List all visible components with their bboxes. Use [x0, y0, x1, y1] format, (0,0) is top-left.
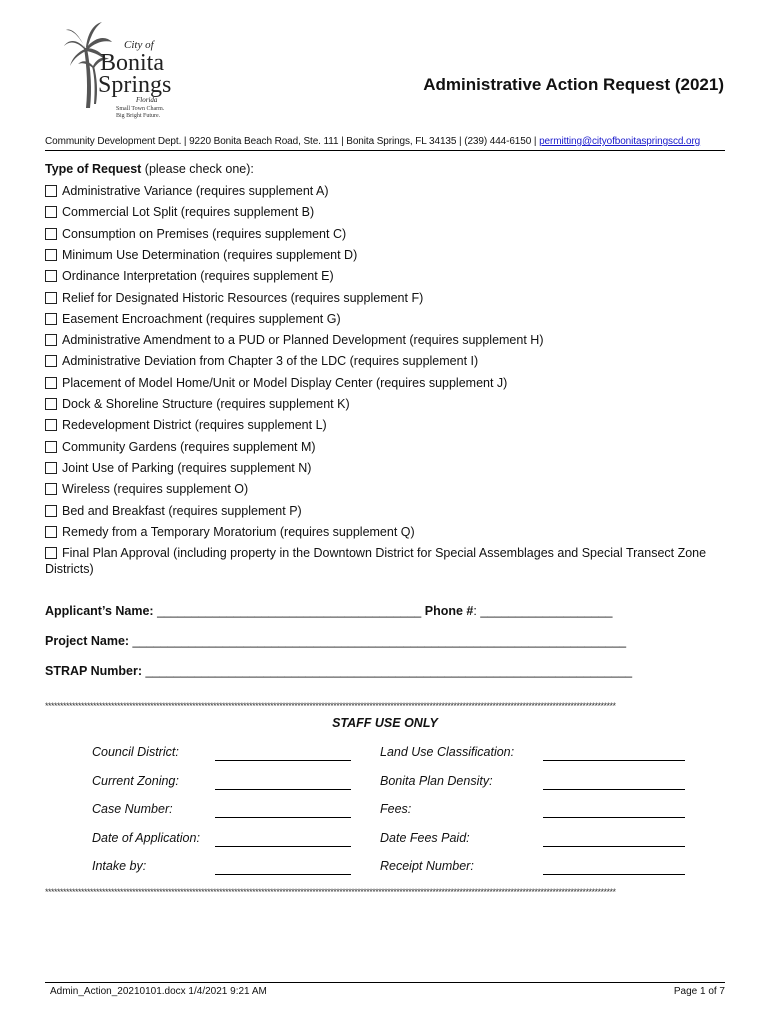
request-option — [45, 311, 725, 327]
request-option — [45, 247, 725, 263]
option-checkbox[interactable] — [45, 270, 57, 282]
strap-number-label: STRAP Number: — [45, 664, 143, 678]
staff-right-field[interactable] — [543, 874, 685, 875]
option-label: Final Plan Approval (including property in the Downtown District for Special Assemblages and Special Transect Zone Districts) — [45, 546, 707, 577]
staff-right-field[interactable] — [543, 846, 685, 847]
contact-text: Community Development Dept. | 9220 Bonita Beach Road, Ste. 111 | Bonita Springs, FL 34135 | (239) 444-6150 | — [45, 136, 540, 147]
request-type-heading-note: (please check one): — [141, 162, 254, 176]
staff-right-field[interactable] — [543, 760, 685, 761]
request-type-heading-bold: Type of Request — [45, 162, 142, 176]
option-label: Easement Encroachment (requires supplement G) — [62, 311, 341, 326]
strap-number-row — [45, 664, 632, 678]
option-label: Joint Use of Parking (requires supplement N) — [62, 460, 312, 475]
option-label: Commercial Lot Split (requires supplement B) — [62, 205, 315, 220]
request-option — [45, 226, 725, 242]
staff-right-label: Land Use Classification: — [380, 745, 515, 759]
footer-page-number: Page 1 of 7 — [673, 986, 725, 997]
staff-left-field[interactable] — [215, 817, 351, 818]
logo-tagline-2: Big Bright Future. — [116, 113, 161, 119]
staff-right-label: Bonita Plan Density: — [380, 773, 493, 788]
request-option — [45, 503, 725, 519]
option-checkbox[interactable] — [45, 334, 57, 346]
option-label: Remedy from a Temporary Moratorium (requires supplement Q) — [62, 524, 415, 539]
request-option — [45, 375, 725, 391]
project-name-row — [45, 634, 626, 648]
option-checkbox[interactable] — [45, 398, 57, 410]
staff-left-label: Council District: — [92, 745, 179, 759]
request-option — [45, 545, 725, 577]
project-name-label: Project Name: — [45, 634, 130, 648]
request-option — [45, 332, 725, 348]
staff-left-label: Date of Application: — [92, 830, 200, 845]
option-label: Community Gardens (requires supplement M) — [62, 439, 316, 454]
logo-text-bonita: Bonita — [100, 50, 164, 76]
staff-right-field[interactable] — [543, 789, 685, 790]
request-option — [45, 417, 725, 433]
request-option — [45, 204, 725, 220]
staff-left-field[interactable] — [215, 789, 351, 790]
option-label: Dock & Shoreline Structure (requires supplement K) — [62, 397, 350, 411]
request-option — [45, 290, 725, 306]
request-option — [45, 396, 725, 412]
option-checkbox[interactable] — [45, 462, 57, 474]
applicant-name-row — [45, 604, 612, 618]
staff-left-label: Case Number: — [92, 802, 173, 816]
option-checkbox[interactable] — [45, 441, 57, 453]
staff-left-field[interactable] — [215, 846, 351, 847]
logo-tagline-1: Small Town Charm. — [116, 106, 165, 112]
applicant-name-label: Applicant’s Name: — [45, 604, 154, 618]
option-checkbox[interactable] — [45, 228, 57, 240]
option-label: Minimum Use Determination (requires supplement D) — [62, 247, 358, 262]
option-label: Ordinance Interpretation (requires supplement E) — [62, 269, 334, 284]
page-title: Administrative Action Request (2021) — [423, 75, 724, 94]
logo-text-florida: Florida — [136, 96, 158, 104]
request-option — [45, 460, 725, 476]
contact-info — [45, 136, 725, 147]
option-checkbox[interactable] — [45, 483, 57, 495]
option-checkbox[interactable] — [45, 377, 57, 389]
option-label: Administrative Amendment to a PUD or Planned Development (requires supplement H) — [62, 333, 544, 348]
option-checkbox[interactable] — [45, 526, 57, 538]
footer-filename: Admin_Action_20210101.docx 1/4/2021 9:21 AM — [50, 986, 267, 997]
staff-use-title: STAFF USE ONLY — [332, 716, 438, 730]
option-label: Relief for Designated Historic Resources (requires supplement F) — [62, 290, 424, 305]
project-name-field[interactable]: _______________________________________________________________________ — [132, 634, 627, 648]
option-checkbox[interactable] — [45, 419, 57, 431]
staff-left-label: Current Zoning: — [92, 773, 179, 788]
request-option — [45, 353, 725, 369]
request-option — [45, 268, 725, 284]
option-label: Wireless (requires supplement O) — [62, 482, 249, 497]
separator-bottom: ********************************************************************************************************************************************************************************************** — [45, 887, 616, 897]
strap-number-field[interactable]: ______________________________________________________________________ — [145, 664, 633, 678]
option-checkbox[interactable] — [45, 206, 57, 218]
phone-field[interactable]: ___________________ — [480, 604, 613, 618]
option-label: Consumption on Premises (requires supplement C) — [62, 226, 347, 241]
logo-text-city-of: City of — [124, 39, 154, 51]
staff-left-field[interactable] — [215, 874, 351, 875]
city-logo — [64, 18, 184, 122]
option-label: Redevelopment District (requires supplement L) — [62, 418, 327, 433]
option-checkbox[interactable] — [45, 292, 57, 304]
option-label: Bed and Breakfast (requires supplement P) — [62, 503, 302, 518]
phone-label-colon: : — [473, 604, 477, 618]
request-option — [45, 439, 725, 455]
request-type-heading — [45, 162, 254, 176]
staff-right-field[interactable] — [543, 817, 685, 818]
option-label: Administrative Variance (requires supplement A) — [62, 184, 329, 198]
option-checkbox[interactable] — [45, 185, 57, 197]
staff-right-label: Fees: — [380, 802, 412, 816]
applicant-name-field[interactable]: ______________________________________ — [157, 604, 422, 618]
staff-right-label: Receipt Number: — [380, 859, 474, 873]
separator-top: ********************************************************************************************************************************************************************************************** — [45, 701, 616, 711]
request-option — [45, 524, 725, 540]
staff-right-label: Date Fees Paid: — [380, 830, 470, 845]
option-checkbox[interactable] — [45, 505, 57, 517]
option-checkbox[interactable] — [45, 313, 57, 325]
option-checkbox[interactable] — [45, 249, 57, 261]
footer-divider — [45, 982, 725, 983]
staff-left-label: Intake by: — [92, 859, 147, 873]
option-label: Administrative Deviation from Chapter 3 of the LDC (requires supplement I) — [62, 354, 479, 369]
request-option — [45, 481, 725, 497]
option-label: Placement of Model Home/Unit or Model Display Center (requires supplement J) — [62, 375, 508, 390]
option-checkbox[interactable] — [45, 547, 57, 559]
request-option — [45, 183, 725, 199]
header-divider — [45, 150, 725, 151]
contact-email-link[interactable]: permitting@cityofbonitaspringscd.org — [539, 136, 701, 147]
option-checkbox[interactable] — [45, 355, 57, 367]
phone-label: Phone # — [424, 604, 474, 618]
logo-text-springs: Springs — [98, 72, 172, 98]
staff-left-field[interactable] — [215, 760, 351, 761]
